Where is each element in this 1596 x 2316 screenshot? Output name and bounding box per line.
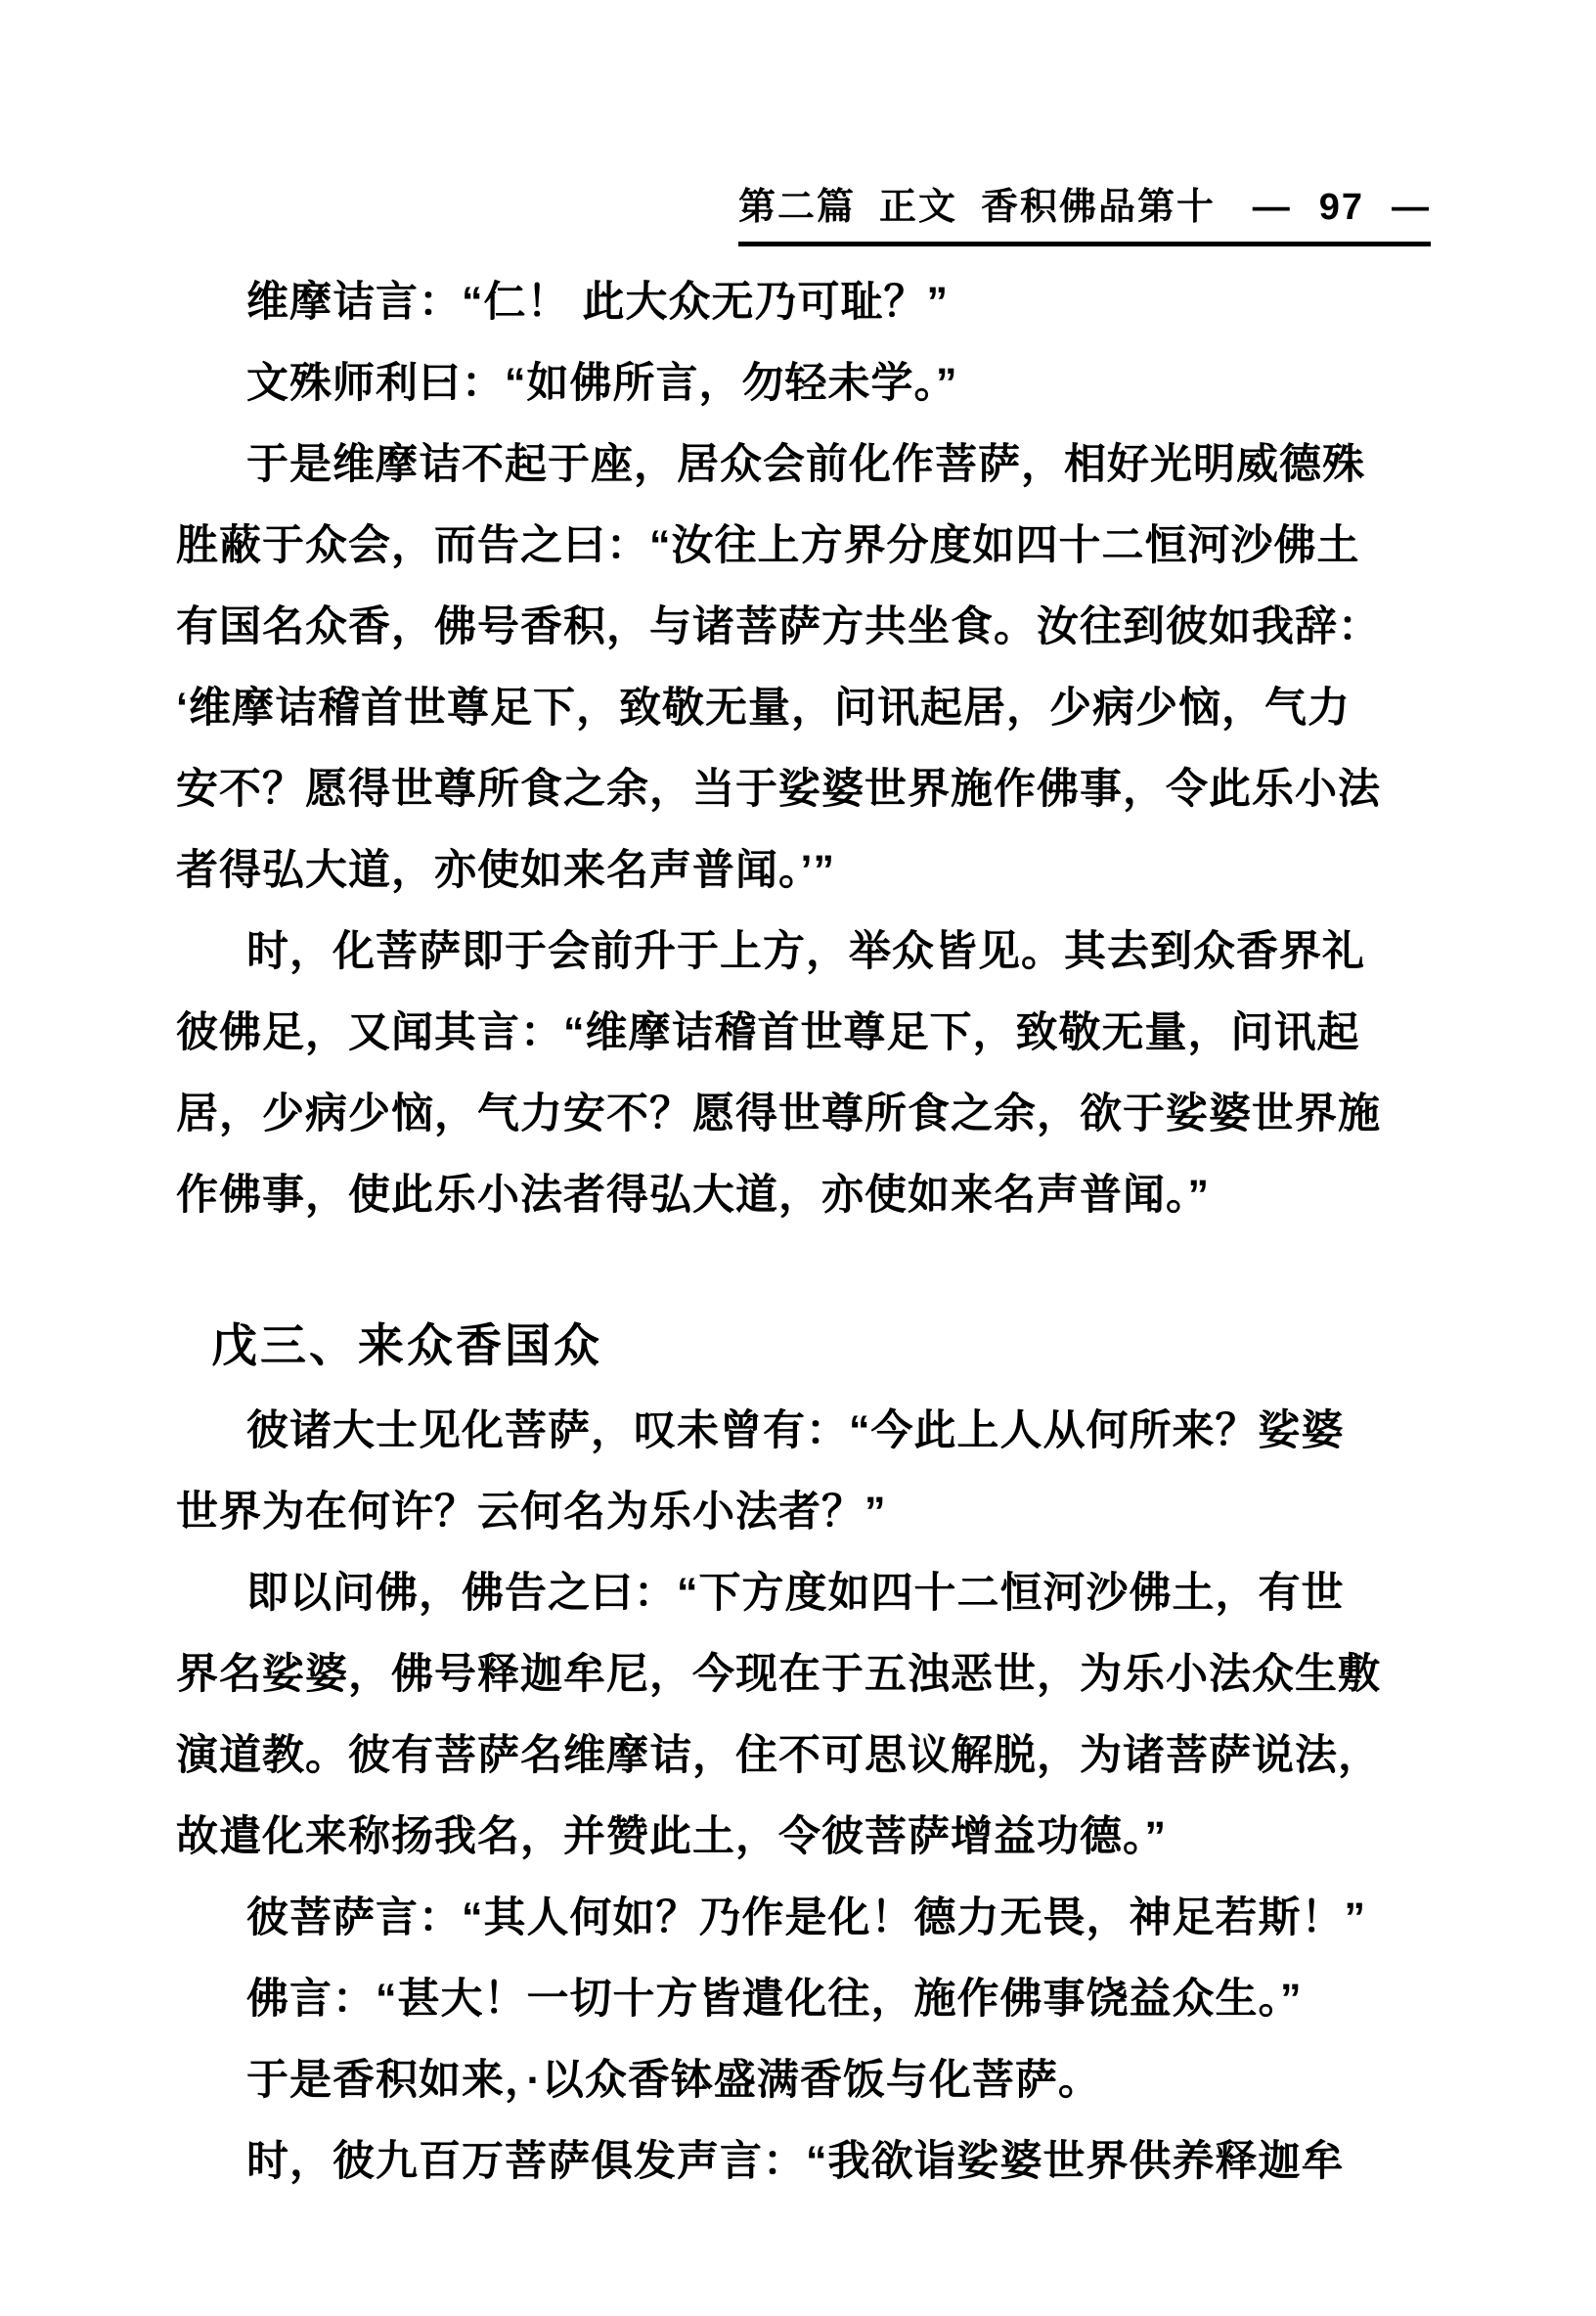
text-line: 彼菩萨言：“其人何如？乃作是化！德力无畏，神足若斯！” xyxy=(246,1894,1366,1941)
running-header xyxy=(738,176,1431,246)
text-line: 安不？愿得世尊所食之余，当于娑婆世界施作佛事，令此乐小法 xyxy=(176,766,1381,813)
text-line: 即以问佛，佛告之曰：“下方度如四十二恒河沙佛土，有世 xyxy=(246,1570,1345,1617)
text-line: 维摩诘言：“仁！ 此大众无乃可耻？” xyxy=(246,279,949,326)
header-part: 第二篇 xyxy=(738,187,857,228)
text-line: 有国名众香，佛号香积，与诸菩萨方共坐食。汝往到彼如我辞： xyxy=(176,603,1381,650)
text-line: 胜蔽于众会，而告之曰：“汝往上方界分度如四十二恒河沙佛土 xyxy=(176,522,1360,569)
text-line: 作佛事，使此乐小法者得弘大道，亦使如来名声普闻。” xyxy=(176,1172,1210,1219)
text-line: 者得弘大道，亦使如来名声普闻。’” xyxy=(176,847,835,894)
text-line: 故遣化来称扬我名，并赞此土，令彼菩萨增益功德。” xyxy=(176,1813,1167,1860)
text-line: 演道教。彼有菩萨名维摩诘，住不可思议解脱，为诸菩萨说法， xyxy=(176,1732,1381,1779)
header-section: 正文 xyxy=(879,187,958,228)
text-line: 时，彼九百万菩萨俱发声言：“我欲诣娑婆世界供养释迦牟 xyxy=(246,2138,1345,2185)
page-number-dash-right: — xyxy=(1392,187,1431,228)
text-line: 佛言：“甚大！一切十方皆遣化往，施作佛事饶益众生。” xyxy=(246,1976,1303,2023)
text-line: 时，化菩萨即于会前升于上方，举众皆见。其去到众香界礼 xyxy=(246,928,1365,975)
page-body xyxy=(176,262,1432,2203)
header-title-group xyxy=(738,176,1216,230)
text-line: ‘维摩诘稽首世尊足下，致敬无量，问讯起居，少病少恼，气力 xyxy=(176,685,1351,732)
page-number-dash-left: — xyxy=(1252,187,1292,228)
text-line: 世界为在何许？云何名为乐小法者？” xyxy=(176,1489,887,1536)
page-number: 97 xyxy=(1318,187,1364,228)
text-line: 于是维摩诘不起于座，居众会前化作菩萨，相好光明威德殊 xyxy=(246,441,1365,488)
text-line: 彼佛足，又闻其言：“维摩诘稽首世尊足下，致敬无量，问讯起 xyxy=(176,1009,1360,1056)
text-line: 居，少病少恼，气力安不？愿得世尊所食之余，欲于娑婆世界施 xyxy=(176,1091,1381,1137)
text-line: 文殊师利曰：“如佛所言，勿轻未学。” xyxy=(246,360,958,407)
header-chapter: 香积佛品第十 xyxy=(981,187,1217,228)
text-line: 于是香积如来，·以众香钵盛满香饭与化菩萨。 xyxy=(246,2057,1101,2104)
text-line: 彼诸大士见化菩萨，叹未曾有：“今此上人从何所来？娑婆 xyxy=(246,1407,1345,1454)
text-line: 界名娑婆，佛号释迦牟尼，今现在于五浊恶世，为乐小法众生敷 xyxy=(176,1651,1381,1698)
header-page-group xyxy=(1253,187,1431,229)
section-heading: 戊三、来众香国众 xyxy=(211,1319,602,1371)
